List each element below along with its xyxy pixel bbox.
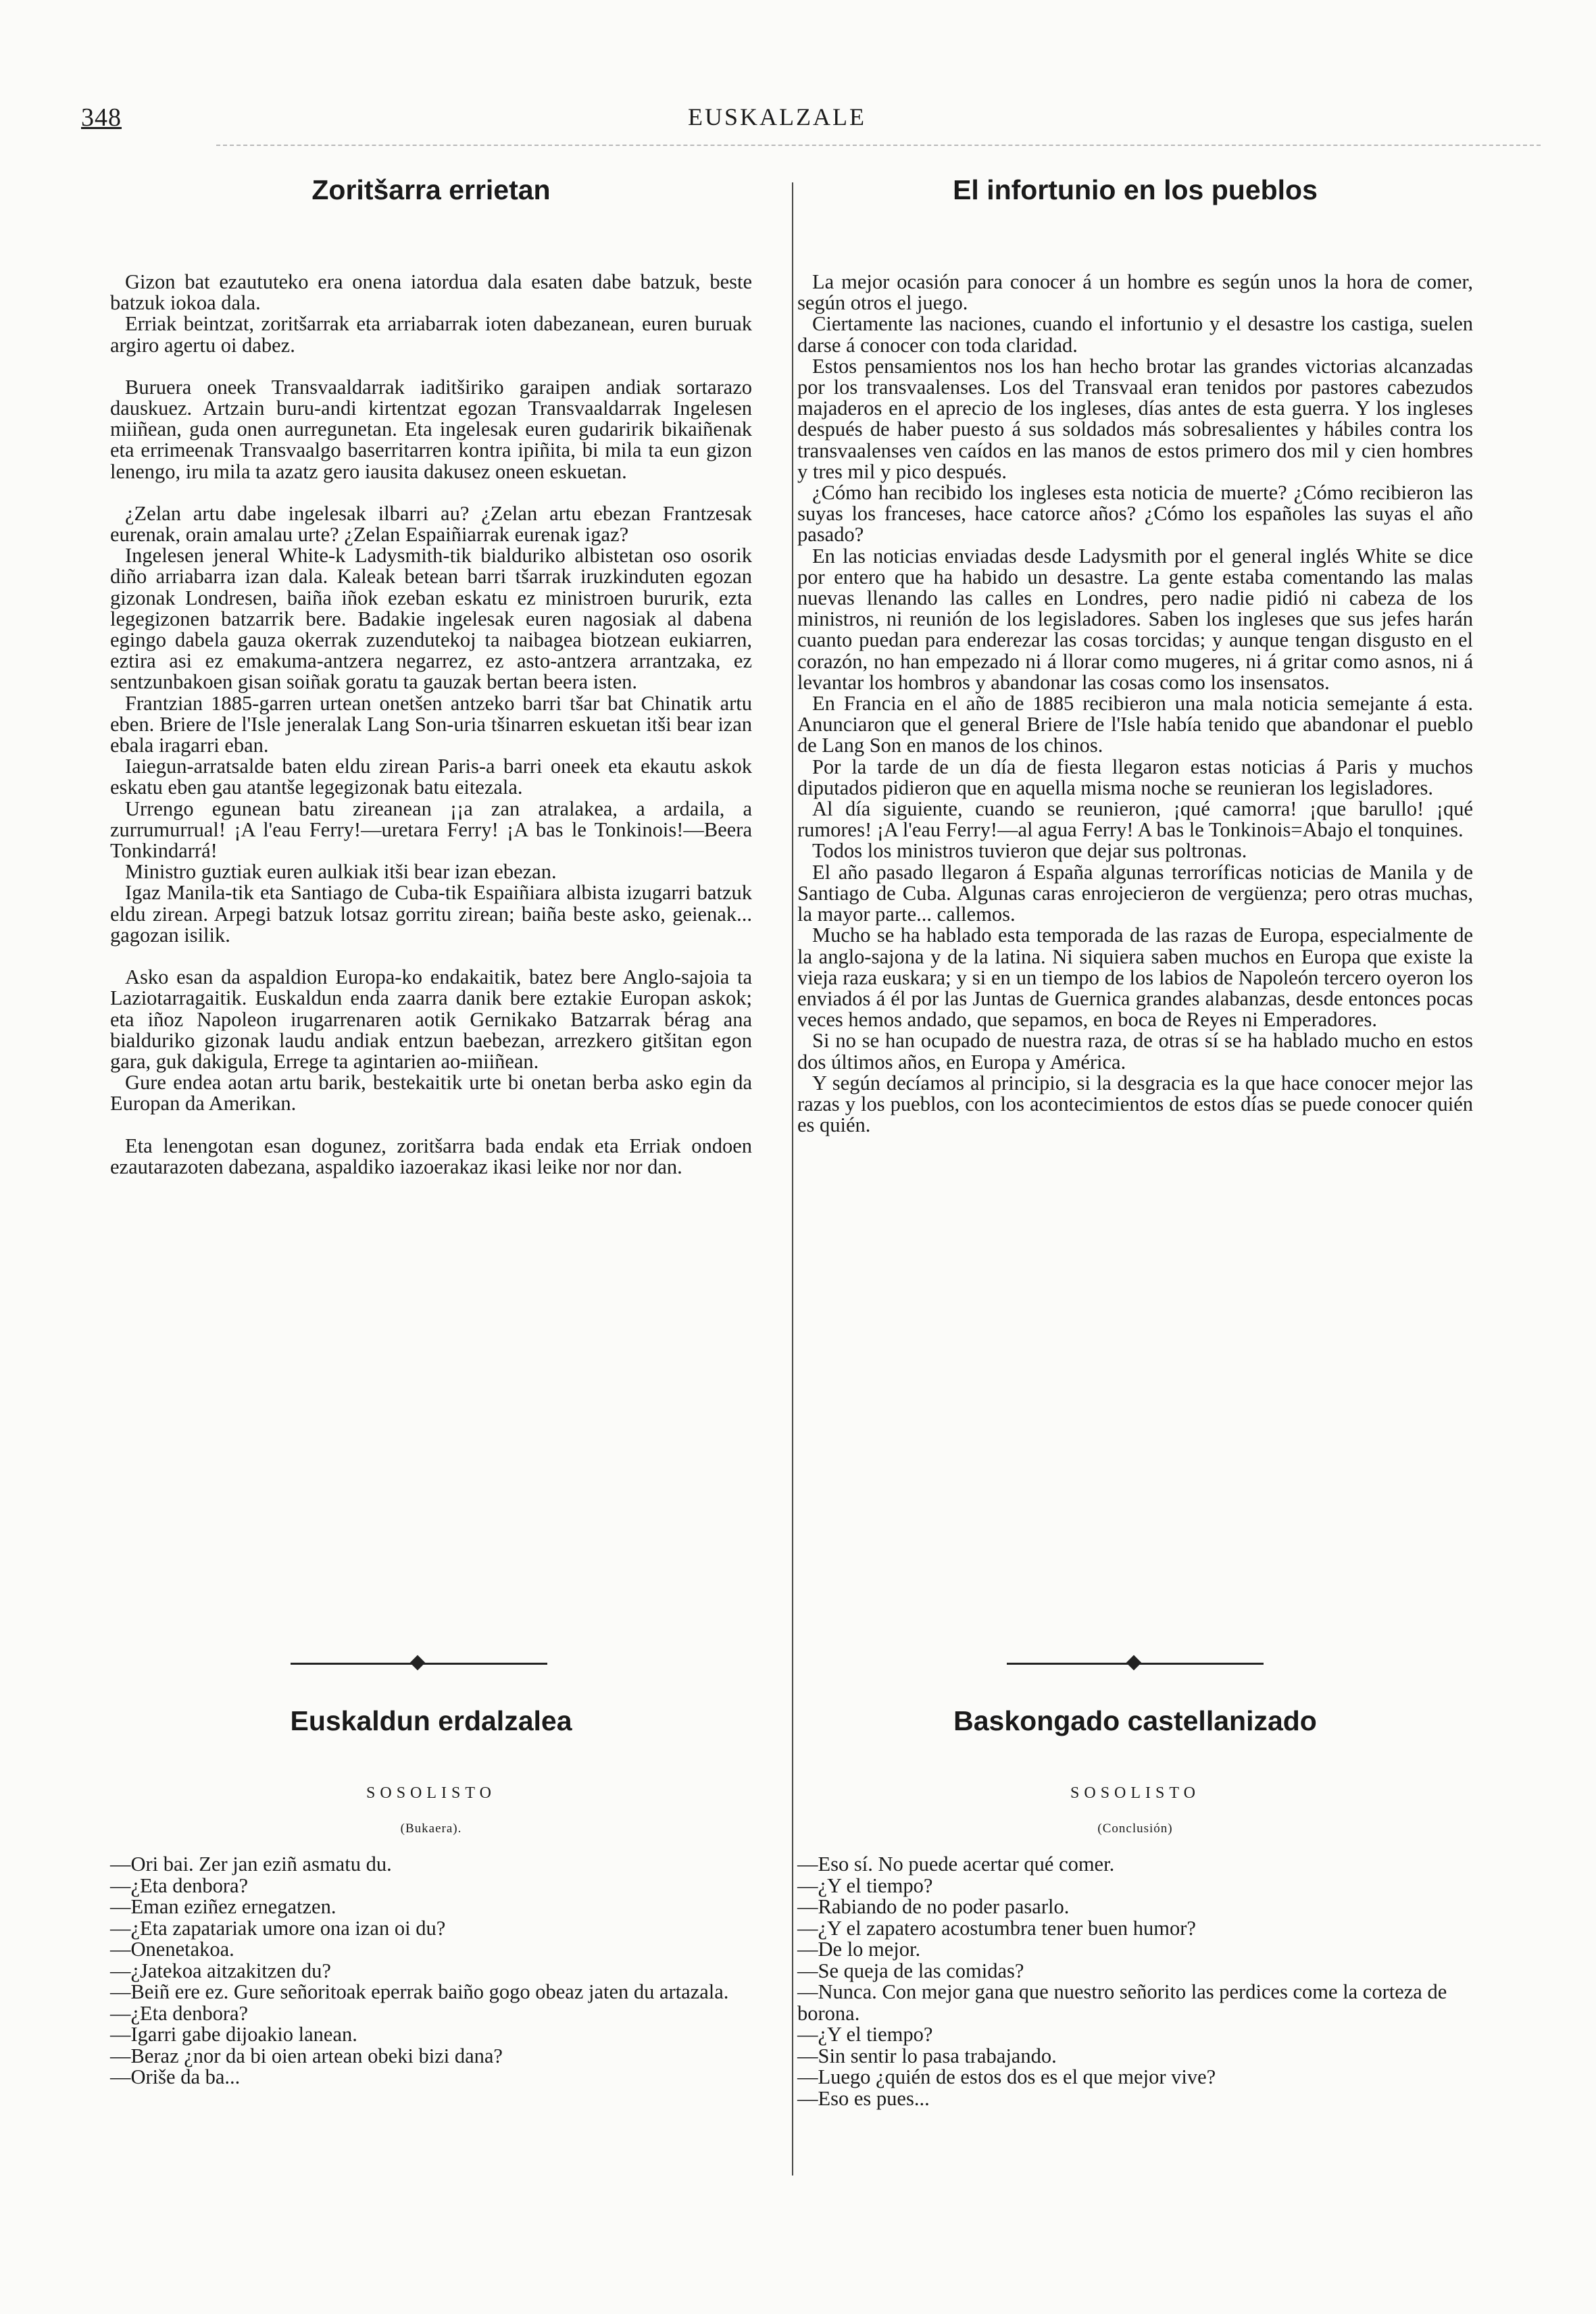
right-article: [797, 174, 1473, 206]
paragraph: Ministro guztiak euren aulkiak itši bear izan ebezan.: [125, 860, 557, 884]
paragraph: Gizon bat ezaututeko era onena iatordua dala esaten dabe batzuk, beste batzuk iokoa dala.: [110, 270, 752, 315]
journal-title: EUSKALZALE: [688, 103, 866, 130]
left-story: [110, 1705, 752, 2088]
paragraph: Todos los ministros tuvieron que dejar sus poltronas.: [812, 839, 1247, 863]
dialogue-line: —¿Y el tiempo?: [797, 1873, 933, 1897]
paragraph: Mucho se ha hablado esta temporada de las razas de Europa, especialmente de la anglo-sajona y de la latina. Ni siquiera saben muchos en Europa que existe la vieja raza euskara; y si en un tiempo de los labios de Napoleón tercero oyeron los enviados á él por las Juntas de Guernica grandes alabanzas, desde entonces pocas veces hemos andado, que sepamos, en boca de Reyes ni Emperadores.: [797, 924, 1473, 1032]
paragraph: Si no se han ocupado de nuestra raza, de otras sí se ha hablado mucho en estos dos últimos años, en Europa y América.: [797, 1029, 1473, 1074]
left-article: [110, 174, 752, 206]
dialogue-line: —¿Y el tiempo?: [797, 2023, 933, 2046]
right-story-note: (Conclusión): [1097, 1821, 1173, 1836]
dialogue-line: —¿Eta zapatariak umore ona izan oi du?: [110, 1916, 446, 1940]
right-article-title: El infortunio en los pueblos: [953, 174, 1318, 205]
left-article-title: Zoritšarra errietan: [311, 174, 551, 205]
column-divider: [792, 182, 793, 2175]
paragraph: Erriak beintzat, zoritšarrak eta arriabarrak ioten dabezanean, euren buruak argiro agertu oi dabez.: [110, 312, 752, 357]
dialogue-line: —Oriše da ba...: [110, 2065, 241, 2088]
paragraph-gap: [110, 946, 752, 967]
right-story: [797, 1705, 1473, 2109]
paragraph: ¿Cómo han recibido los ingleses esta noticia de muerte? ¿Cómo recibieron las suyas los franceses, hace catorce años? ¿Cómo los españoles las suyas el año pasado?: [797, 481, 1473, 547]
left-article-body: [110, 272, 752, 1178]
left-story-title: Euskaldun erdalzalea: [290, 1705, 572, 1736]
paragraph: Eta lenengotan esan dogunez, zoritšarra bada endak eta Erriak ondoen ezautarazoten dabezana, aspaldiko iazoerakaz ikasi leike nor nor dan.: [110, 1134, 752, 1178]
right-ornament: [1007, 1657, 1264, 1670]
paragraph: Igaz Manila-tik eta Santiago de Cuba-tik Espaiñiara albista izugarri batzuk eldu zirean. Arpegi batzuk lotsaz gorritu zirean; baiña beste asko, geienak... gagozan isilik.: [110, 881, 752, 947]
paragraph: Buruera oneek Transvaaldarrak iaditširiko garaipen andiak sortarazo dauskuez. Artzain buru-andi kirtentzat egozan Transvaaldarrak Ingelesen miiñean, guda onen aurregunetan. Eta ingelesak euren gudaririk bikaiñenak eta errimeenak Transvaalgo baserritarren kontra ipiñita, bi mila ta eun gizon lenengo, iru mila ta azatz gero iausita dakusez oneen eskuetan.: [110, 375, 752, 483]
dialogue-line: —¿Eta denbora?: [110, 1873, 249, 1897]
dialogue-line: —Onenetakoa.: [110, 1938, 234, 1961]
paragraph: Al día siguiente, cuando se reunieron, ¡qué camorra! ¡que barullo! ¡qué rumores! ¡A l'eau Ferry!—al agua Ferry! A bas le Tonkinois=Abajo el tonquines.: [797, 797, 1473, 842]
page-header: [81, 103, 1473, 143]
dialogue-line: —Luego ¿quién de estos dos es el que mejor vive?: [797, 2065, 1216, 2088]
dialogue-line: —Rabiando de no poder pasarlo.: [797, 1895, 1070, 1918]
dialogue-line: —Ori bai. Zer jan eziñ asmatu du.: [110, 1853, 392, 1876]
paragraph: La mejor ocasión para conocer á un hombre es según unos la hora de comer, según otros el juego.: [797, 270, 1473, 315]
dialogue-line: —¿Jatekoa aitzakitzen du?: [110, 1959, 331, 1982]
dialogue-line: —¿Eta denbora?: [110, 2001, 249, 2025]
right-story-title: Baskongado castellanizado: [953, 1705, 1317, 1736]
right-article-body: [797, 272, 1473, 1136]
paragraph: El año pasado llegaron á España algunas terroríficas noticias de Manila y de Santiago de Cuba. Algunas caras enrojecieron de vergüenza; pero otras muchas, la mayor parte... callemos.: [797, 860, 1473, 926]
dialogue-line: —Sin sentir lo pasa trabajando.: [797, 2044, 1057, 2067]
paragraph: Urrengo egunean batu zireanean ¡¡a zan atralakea, a ardaila, a zurrumurrual! ¡A l'eau Ferry!—uretara Ferry! ¡A bas le Tonkinois!—Beera Tonkindarrá!: [110, 797, 752, 863]
dialogue-line: —Se queja de las comidas?: [797, 1959, 1024, 1982]
header-rule: [216, 145, 1541, 146]
paragraph-gap: [110, 482, 752, 503]
page-number: 348: [81, 103, 122, 132]
paragraph: Gure endea aotan artu barik, bestekaitik urte bi onetan berba asko egin da Europan da Amerikan.: [110, 1071, 752, 1115]
paragraph: En Francia en el año de 1885 recibieron una mala noticia semejante á esta. Anunciaron que el general Briere de l'Isle había tenido que abandonar el pueblo de Lang Son en manos de los chinos.: [797, 692, 1473, 757]
paragraph: Iaiegun-arratsalde baten eldu zirean Paris-a barri oneek eta ekautu askok eskatu eben gau atantše legegizonak batu eitezala.: [110, 755, 752, 799]
paragraph-gap: [110, 356, 752, 377]
paragraph: Ingelesen jeneral White-k Ladysmith-tik bialduriko albistetan oso osorik diño arriabarra izan dala. Kaleak betean barri tšarrak iruzkinduten egozan gizonak Londresen, baiña iñok ezeban eskatu ez ministroen bururik, ezta legegizonen batzarrik bere. Badakie ingelesak euren nagosiak al dabena egingo dabela gauza okerrak zuzendutekoj ta naibagea biotzean eukiarren, eztira asi ez emakuma-antzera negarrez, ez asto-antzera arrantzaka, ez sentzunbakoen gisan soiñak goratu ta gauzak bertan beera isten.: [110, 544, 752, 694]
paragraph: Por la tarde de un día de fiesta llegaron estas noticias á Paris y muchos diputados pidieron que en aquella misma noche se reunieran los legisladores.: [797, 755, 1473, 799]
paragraph: Ciertamente las naciones, cuando el infortunio y el desastre los castiga, suelen darse á conocer con toda claridad.: [797, 312, 1473, 357]
dialogue-line: —¿Y el zapatero acostumbra tener buen humor?: [797, 1916, 1196, 1940]
dialogue-line: —Nunca. Con mejor gana que nuestro señorito las perdices come la corteza de borona.: [797, 1980, 1447, 2025]
dialogue-line: —Eso es pues...: [797, 2086, 930, 2110]
paragraph: Frantzian 1885-garren urtean onetšen antzeko barri tšar bat Chinatik artu eben. Briere de l'Isle jeneralak Lang Son-uria tšinarren eskuetan itši bear izan ebala iragarri eban.: [110, 691, 752, 757]
paragraph: Asko esan da aspaldion Europa-ko endakaitik, batez bere Anglo-sajoia ta Laziotarragaitik. Euskaldun enda zaarra danik bere eztakie Europan askok; eta iñoz Napoleon irugarrenaren aotik Gernikako Batzarrak bérag ana bialduriko gizonak laudu andiak entzun baebezan, arrezkero gitšitan egon gara, guk dakigula, Errege ta agintarien ao-miiñean.: [110, 965, 752, 1073]
dialogue-line: —Beraz ¿nor da bi oien artean obeki bizi dana?: [110, 2044, 503, 2067]
dialogue-line: —De lo mejor.: [797, 1938, 921, 1961]
paragraph-gap: [110, 1115, 752, 1136]
right-story-genre: SOSOLISTO: [1070, 1784, 1200, 1802]
paragraph: ¿Zelan artu dabe ingelesak ilbarri au? ¿Zelan artu ebezan Frantzesak eurenak, orain amalau urte? ¿Zelan Espaiñiarrak eurenak igaz?: [110, 501, 752, 547]
left-story-genre: SOSOLISTO: [366, 1784, 496, 1802]
paragraph: En las noticias enviadas desde Ladysmith por el general inglés White se dice por entero que ha habido un desastre. La gente estaba comentando las malas nuevas llenando las calles en Londres, pero nadie pidió ni cabeza de los ministros, ni reunión de los legisladores. Saben los ingleses que sus jefes harán cuanto puedan para enderezar las cosas torcidas; y aunque tengan disgusto en el corazón, no han empezado ni á llorar como mugeres, ni á gritar como asnos, ni á levantar los hombros y abandonar las cosas como los insensatos.: [797, 544, 1473, 694]
left-ornament: [291, 1657, 547, 1670]
dialogue-line: —Igarri gabe dijoakio lanean.: [110, 2023, 357, 2046]
dialogue-line: —Eso sí. No puede acertar qué comer.: [797, 1853, 1115, 1876]
left-story-note: (Bukaera).: [400, 1821, 462, 1836]
dialogue-line: —Eman eziñez ernegatzen.: [110, 1895, 336, 1918]
paragraph: Estos pensamientos nos los han hecho brotar las grandes victorias alcanzadas por los transvaalenses. Los del Transvaal eran tenidos por pastores cabezudos majaderos en el aprecio de los ingleses, días antes de esta guerra. Y los ingleses después de haber puesto á sus soldados más sobresalientes y hábiles contra los transvaalenses ven caídos en las manos de estos primero dos mil y cien hombres y tres mil y pico después.: [797, 354, 1473, 483]
dialogue-line: —Beiñ ere ez. Gure señoritoak eperrak baiño gogo obeaz jaten du artazala.: [110, 1980, 729, 2003]
paragraph: Y según decíamos al principio, si la desgracia es la que hace conocer mejor las razas y los pueblos, con los acontecimientos de estos días se puede conocer quién es quién.: [797, 1071, 1473, 1137]
